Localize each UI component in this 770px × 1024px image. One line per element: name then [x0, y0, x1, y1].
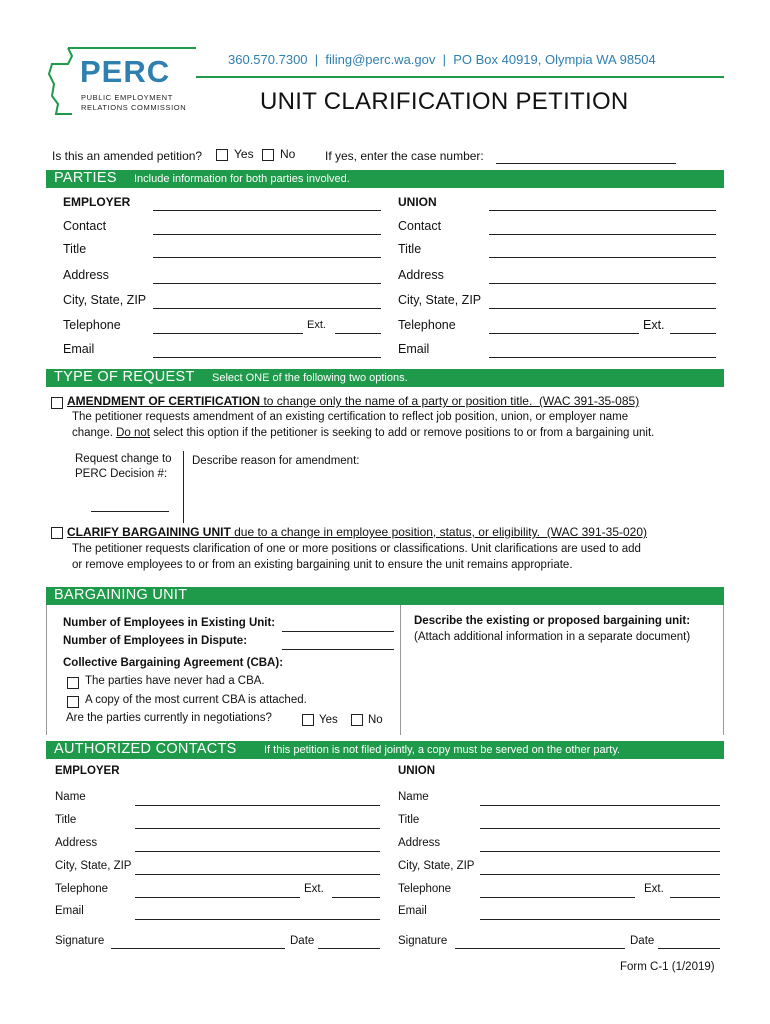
- contact-union-ext-label: Ext.: [644, 883, 664, 895]
- union-date-input[interactable]: [658, 948, 720, 949]
- clarify-checkbox[interactable]: [51, 527, 63, 539]
- parties-heading: PARTIES: [54, 170, 117, 186]
- contact-employer-name-label: Name: [55, 791, 86, 803]
- unit-heading: BARGAINING UNIT: [54, 587, 188, 603]
- clarify-description-2: or remove employees to or from an existing bargaining unit to ensure the unit remains appropriate.: [72, 559, 573, 571]
- employer-title-label: Title: [63, 242, 87, 256]
- amendment-desc-c: select this option if the petitioner is seeking to add or remove positions to or from a bargaining unit.: [150, 427, 655, 439]
- reason-textarea[interactable]: [190, 470, 720, 520]
- employer-name-input[interactable]: [153, 210, 381, 211]
- contact-union-ext-input[interactable]: [670, 897, 720, 898]
- employer-date-input[interactable]: [318, 948, 380, 949]
- reason-label: Describe reason for amendment:: [192, 455, 360, 467]
- contact-info: 360.570.7300 | filing@perc.wa.gov | PO Box 40919, Olympia WA 98504: [228, 52, 656, 67]
- union-signature-input[interactable]: [455, 948, 625, 949]
- contact-employer-name-input[interactable]: [135, 805, 380, 806]
- parties-bar: [46, 170, 724, 188]
- contact-union-address-label: Address: [398, 837, 441, 849]
- union-telephone-input[interactable]: [489, 333, 639, 334]
- contact-employer-email-input[interactable]: [135, 919, 380, 920]
- dispute-label: Number of Employees in Dispute:: [63, 635, 248, 647]
- existing-unit-input[interactable]: [282, 631, 394, 632]
- contact-employer-address-label: Address: [55, 837, 98, 849]
- amendment-desc-donot: Do not: [116, 427, 151, 439]
- case-number-label: If yes, enter the case number:: [325, 149, 484, 163]
- amendment-title-rest: to change only the name of a party or position title. (WAC 391-35-085): [260, 394, 640, 408]
- employer-ext-label: Ext.: [307, 319, 326, 331]
- unit-divider: [400, 605, 401, 735]
- clarify-title-rest: due to a change in employee position, status, or eligibility. (WAC 391-35-020): [230, 525, 648, 539]
- amended-yes-label: Yes: [234, 147, 254, 161]
- negotiations-yes-label: Yes: [319, 714, 338, 726]
- clarify-title: CLARIFY BARGAINING UNIT: [67, 525, 231, 539]
- employer-email-label: Email: [63, 342, 95, 356]
- amendment-checkbox[interactable]: [51, 397, 63, 409]
- amended-no-checkbox[interactable]: [262, 149, 274, 161]
- contact-union-title-input[interactable]: [480, 828, 720, 829]
- amendment-option-title: [67, 394, 639, 408]
- employer-title-input[interactable]: [153, 257, 381, 258]
- describe-unit-textarea[interactable]: [410, 648, 718, 732]
- union-signature-label: Signature: [398, 935, 448, 947]
- amendment-title: AMENDMENT OF CERTIFICATION: [67, 394, 261, 408]
- contact-employer-city-input[interactable]: [135, 874, 380, 875]
- employer-signature-label: Signature: [55, 935, 105, 947]
- union-ext-input[interactable]: [670, 333, 716, 334]
- contact-employer-telephone-label: Telephone: [55, 883, 109, 895]
- contact-union-email-label: Email: [398, 905, 427, 917]
- amendment-description-2: [72, 427, 654, 439]
- negotiations-no-checkbox[interactable]: [351, 714, 363, 726]
- union-date-label: Date: [630, 935, 655, 947]
- parties-subheading: Include information for both parties involved.: [134, 173, 350, 185]
- contact-union-city-input[interactable]: [480, 874, 720, 875]
- contacts-bar: [46, 741, 724, 759]
- contact-union-label: UNION: [398, 765, 436, 777]
- decision-number-input[interactable]: [91, 511, 169, 512]
- case-number-input[interactable]: [496, 163, 676, 164]
- contact-union-name-input[interactable]: [480, 805, 720, 806]
- contact-employer-telephone-input[interactable]: [135, 897, 300, 898]
- logo-subtitle-2: RELATIONS COMMISSION: [81, 103, 187, 112]
- cba-attached-label: A copy of the most current CBA is attached.: [85, 694, 307, 706]
- dispute-input[interactable]: [282, 649, 394, 650]
- never-cba-checkbox[interactable]: [67, 677, 79, 689]
- employer-contact-input[interactable]: [153, 234, 381, 235]
- amendment-description-1: The petitioner requests amendment of an existing certification to reflect job position, union, or employer name: [72, 411, 629, 423]
- contact-union-city-label: City, State, ZIP: [398, 860, 475, 872]
- cba-label: Collective Bargaining Agreement (CBA):: [63, 657, 284, 669]
- union-address-input[interactable]: [489, 283, 716, 284]
- union-contact-label: Contact: [398, 219, 442, 233]
- contact-union-name-label: Name: [398, 791, 429, 803]
- change-to-label-1: Request change to: [75, 453, 172, 465]
- contact-employer-city-label: City, State, ZIP: [55, 860, 132, 872]
- contact-employer-title-label: Title: [55, 814, 77, 826]
- employer-telephone-label: Telephone: [63, 318, 121, 332]
- contact-union-title-label: Title: [398, 814, 420, 826]
- request-heading: TYPE OF REQUEST: [54, 369, 195, 385]
- union-label: UNION: [398, 195, 437, 209]
- amended-question: Is this an amended petition?: [52, 149, 203, 163]
- logo-text: PERC: [80, 54, 171, 89]
- employer-signature-input[interactable]: [111, 948, 285, 949]
- employer-email-input[interactable]: [153, 357, 381, 358]
- form-id: Form C-1 (1/2019): [620, 961, 715, 973]
- union-email-label: Email: [398, 342, 430, 356]
- union-title-label: Title: [398, 242, 422, 256]
- negotiations-yes-checkbox[interactable]: [302, 714, 314, 726]
- contacts-subheading: If this petition is not filed jointly, a copy must be served on the other party.: [264, 744, 621, 756]
- employer-ext-input[interactable]: [335, 333, 381, 334]
- contact-union-telephone-label: Telephone: [398, 883, 452, 895]
- employer-address-label: Address: [63, 268, 109, 282]
- union-email-input[interactable]: [489, 357, 716, 358]
- clarify-description-1: The petitioner requests clarification of one or more positions or classifications. Unit clarifications are used to add: [72, 543, 641, 555]
- union-address-label: Address: [398, 268, 444, 282]
- contacts-heading: AUTHORIZED CONTACTS: [54, 741, 237, 757]
- union-city-label: City, State, ZIP: [398, 293, 482, 307]
- describe-unit-label: Describe the existing or proposed bargaining unit:: [414, 615, 691, 627]
- union-title-input[interactable]: [489, 257, 716, 258]
- union-contact-input[interactable]: [489, 234, 716, 235]
- employer-city-label: City, State, ZIP: [63, 293, 147, 307]
- employer-label: EMPLOYER: [63, 195, 131, 209]
- contact-employer-ext-label: Ext.: [304, 883, 324, 895]
- request-bar: [46, 369, 724, 387]
- perc-logo: [46, 44, 196, 118]
- contact-union-address-input[interactable]: [480, 851, 720, 852]
- negotiations-no-label: No: [368, 714, 383, 726]
- contact-employer-email-label: Email: [55, 905, 84, 917]
- union-telephone-label: Telephone: [398, 318, 456, 332]
- contact-employer-title-input[interactable]: [135, 828, 380, 829]
- employer-address-input[interactable]: [153, 283, 381, 284]
- contact-employer-address-input[interactable]: [135, 851, 380, 852]
- amended-no-label: No: [280, 147, 296, 161]
- contact-employer-ext-input[interactable]: [332, 897, 380, 898]
- amendment-desc-a: change.: [72, 427, 117, 439]
- union-name-input[interactable]: [489, 210, 716, 211]
- employer-contact-label: Contact: [63, 219, 107, 233]
- describe-unit-note: (Attach additional information in a separate document): [414, 631, 691, 643]
- union-ext-label: Ext.: [643, 318, 665, 332]
- negotiations-label: Are the parties currently in negotiations?: [66, 712, 272, 724]
- cba-attached-checkbox[interactable]: [67, 696, 79, 708]
- unit-bar: [46, 587, 724, 605]
- contact-union-email-input[interactable]: [480, 919, 720, 920]
- contact-union-telephone-input[interactable]: [480, 897, 635, 898]
- page-title: UNIT CLARIFICATION PETITION: [260, 88, 629, 115]
- amended-yes-checkbox[interactable]: [216, 149, 228, 161]
- employer-telephone-input[interactable]: [153, 333, 303, 334]
- header-rule: [196, 76, 724, 78]
- employer-city-input[interactable]: [153, 308, 381, 309]
- never-cba-label: The parties have never had a CBA.: [85, 675, 265, 687]
- existing-unit-label: Number of Employees in Existing Unit:: [63, 617, 276, 629]
- reason-divider: [183, 451, 184, 523]
- logo-subtitle-1: PUBLIC EMPLOYMENT: [81, 93, 173, 102]
- clarify-option-title: [67, 525, 647, 539]
- contact-employer-label: EMPLOYER: [55, 765, 120, 777]
- request-subheading: Select ONE of the following two options.: [212, 372, 408, 384]
- employer-date-label: Date: [290, 935, 315, 947]
- change-to-label-2: PERC Decision #:: [75, 468, 168, 480]
- union-city-input[interactable]: [489, 308, 716, 309]
